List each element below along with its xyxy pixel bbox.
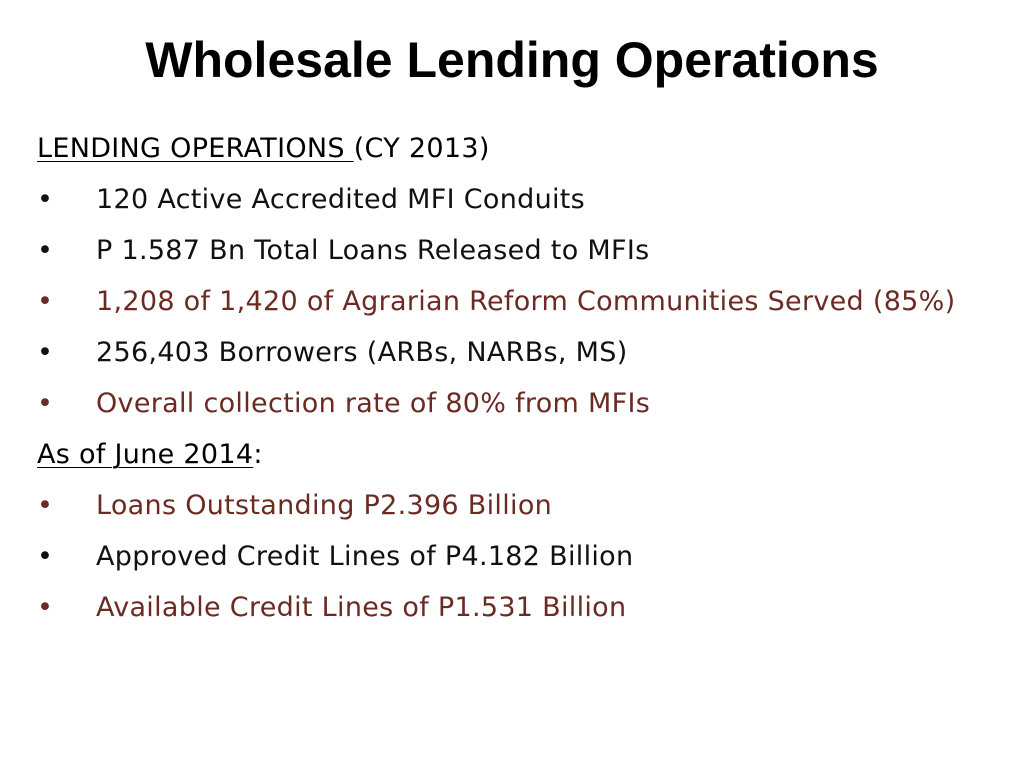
bullet-text: 1,208 of 1,420 of Agrarian Reform Communities Served (85%) <box>96 286 956 317</box>
bullet-item <box>37 540 1012 574</box>
heading-rest-text: : <box>253 439 263 470</box>
bullet-text: Overall collection rate of 80% from MFIs <box>96 388 651 419</box>
bullet-item <box>37 591 1012 625</box>
bullet-text: 256,403 Borrowers (ARBs, NARBs, MS) <box>96 337 628 368</box>
section-heading-lending-operations <box>37 132 1012 166</box>
bullet-dot: • <box>37 541 54 572</box>
bullet-text: Approved Credit Lines of P4.182 Billion <box>96 541 634 572</box>
heading-underlined-text: As of June 2014 <box>37 439 254 470</box>
bullet-dot: • <box>37 337 54 368</box>
bullet-item <box>37 387 1012 421</box>
slide-title: Wholesale Lending Operations <box>145 32 879 88</box>
bullet-item <box>37 336 1012 370</box>
section-heading-as-of-june-2014 <box>37 438 1012 472</box>
bullet-dot: • <box>37 490 54 521</box>
bullet-text: Loans Outstanding P2.396 Billion <box>96 490 553 521</box>
bullet-dot: • <box>37 286 54 317</box>
heading-underlined-text: LENDING OPERATIONS <box>37 133 354 164</box>
heading-rest-text: (CY 2013) <box>353 133 490 164</box>
bullet-dot: • <box>37 592 54 623</box>
bullet-item <box>37 234 1012 268</box>
bullet-dot: • <box>37 235 54 266</box>
bullet-text: 120 Active Accredited MFI Conduits <box>96 184 586 215</box>
bullet-item <box>37 183 1012 217</box>
bullet-text: Available Credit Lines of P1.531 Billion <box>96 592 627 623</box>
bullet-text: P 1.587 Bn Total Loans Released to MFIs <box>96 235 650 266</box>
bullet-item <box>37 489 1012 523</box>
bullet-item <box>37 285 1012 319</box>
bullet-dot: • <box>37 388 54 419</box>
slide-body <box>37 132 1012 642</box>
bullet-dot: • <box>37 184 54 215</box>
